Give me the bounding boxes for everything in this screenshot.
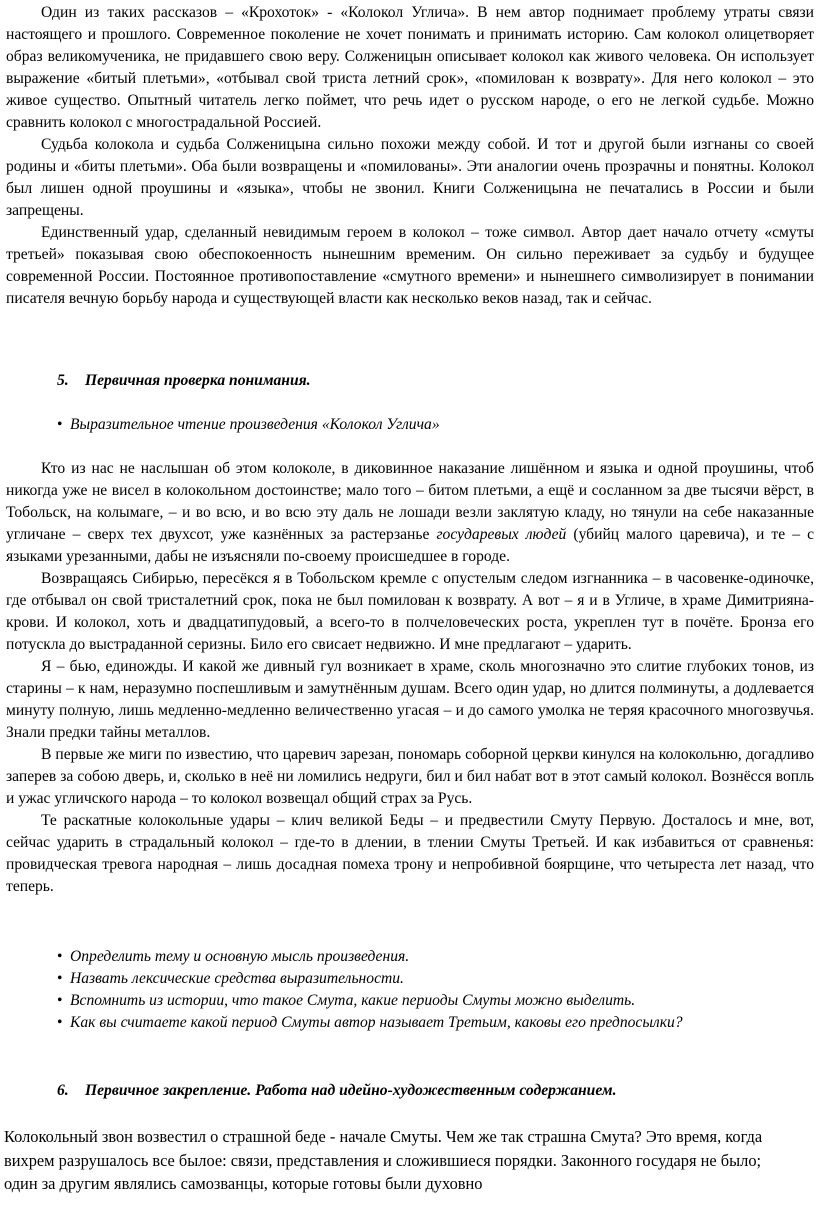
- story-text: [6, 458, 814, 898]
- paragraph: Судьба колокола и судьба Солженицына сильно похожи между собой. И тот и другой были изгнаны со своей родины и «биты плетьми». Оба были возвращены и «помилованы». Эти аналогии очень прозрачны и понятны. Колокол был лишен одной проушины и «языка», чтобы не звонил. Книги Солженицына не печатались в России и были запрещены.: [6, 136, 814, 219]
- section-heading-5: [57, 370, 311, 392]
- paragraph: Те раскатные колокольные удары – клич великой Беды – и предвестили Смуту Первую. Досталось и мне, вот, сейчас ударить в страдальный колокол – где-то в длении, в тлении Смуты Третьей. И как избавиться от сравненья: провидческая тревога народная – лишь досадная помеха трону и непробивной боярщине, что четыреста лет назад, что теперь.: [6, 812, 814, 895]
- section-title: Первичное закрепление. Работа над идейно-художественным содержанием.: [85, 1082, 617, 1099]
- task-list: [57, 946, 683, 1034]
- italic-phrase: государевых людей: [436, 526, 567, 543]
- task-text: Назвать лексические средства выразительности.: [70, 970, 404, 987]
- bullet-text: Выразительное чтение произведения «Колокол Углича»: [70, 416, 440, 433]
- bullet-icon: •: [57, 1014, 63, 1031]
- section-number: 6.: [57, 1082, 69, 1099]
- paragraph: Один из таких рассказов – «Крохоток» - «Колокол Углича». В нем автор поднимает проблему утраты связи настоящего и прошлого. Современное поколение не хочет понимать и принимать историю. Сам колокол олицетворяет образ великомученика, не придавшего свою веру. Солженицын описывает колокол как живого человека. Он использует выражение «битый плетьми», «отбывал свой триста летний срок», «помилован к возврату». Для него колокол – это живое существо. Опытный читатель легко поймет, что речь идет о русском народе, о его не легкой судьбе. Можно сравнить колокол с многострадальной Россией.: [6, 4, 814, 131]
- paragraph: В первые же миги по известию, что царевич зарезан, пономарь соборной церкви кинулся на колокольню, догадливо заперев за собою дверь, и, сколько в неё ни ломились недруги, бил и бил набат вот в этот самый колокол. Вознёсся вопль и ужас угличского народа – то колокол возвещал общий страх за Русь.: [6, 746, 814, 807]
- list-item: [57, 968, 683, 990]
- paragraph: Я – бью, единожды. И какой же дивный гул возникает в храме, сколь многозначно это слитие глубоких тонов, из старины – к нам, неразумно поспешливым и замутнённым душам. Всего один удар, но длится полминуты, а додлевается минуту полную, лишь медленно-медленно величественно угасая – и до самого умолка не теряя красочного многозвучья. Знали предки тайны металлов.: [6, 658, 814, 741]
- section-heading-6: [57, 1080, 616, 1102]
- list-item: [57, 990, 683, 1012]
- section-title: Первичная проверка понимания.: [85, 372, 311, 389]
- task-text: Определить тему и основную мысль произведения.: [70, 948, 410, 965]
- bullet-icon: •: [57, 948, 63, 965]
- task-text: Вспомнить из истории, что такое Смута, какие периоды Смуты можно выделить.: [70, 992, 636, 1009]
- paragraph: Колокольный звон возвестил о страшной беде - начале Смуты. Чем же так страшна Смута? Это время, когда вихрем разрушалось все былое: связи, представления и сложившиеся порядки. Законного государя не было; один за другим являлись самозванцы, которые готовы были духовно: [4, 1127, 763, 1193]
- list-item: [57, 1012, 683, 1034]
- bullet-icon: •: [57, 416, 63, 433]
- task-text: Как вы считаете какой период Смуты автор называет Третьим, каковы его предпосылки?: [70, 1014, 683, 1031]
- section-number: 5.: [57, 372, 69, 389]
- bullet-icon: •: [57, 992, 63, 1009]
- intro-text: [6, 2, 814, 310]
- final-text: [4, 1125, 794, 1196]
- text-run: Кто из нас не наслышан об этом колоколе, в диковинное наказание лишённом и языка и одной проушины, чтоб никогда уже не висел в колокольном достоинстве; мало того – битом плетьми, а ещё и сосланном за две тысячи вёрст, в Тобольск, на колымаге, – и во всю, и во всю эту даль не лошади везли заклятую кладу, но тянули на себе наказанные угличане – сверх тех двухсот, уже казнённых за растерзанье: [6, 460, 814, 543]
- paragraph: [6, 458, 814, 568]
- bullet-icon: •: [57, 970, 63, 987]
- reading-bullet: [57, 414, 440, 436]
- paragraph: Возвращаясь Сибирью, пересёкся я в Тобольском кремле с опустелым следом изгнанника – в часовенке-одиночке, где отбывал он свой тристалетний срок, пока не был помилован к возврату. А вот – я и в Угличе, в храме Димитрияна-крови. И колокол, хоть и двадцатипудовый, а всего-то в полчеловеческих роста, укреплен тут в почёте. Бронза его потускла до выстраданной серизны. Било его свисает недвижно. И мне предлагают – ударить.: [6, 570, 814, 653]
- list-item: [57, 946, 683, 968]
- paragraph: Единственный удар, сделанный невидимым героем в колокол – тоже символ. Автор дает начало отчету «смуты третьей» показывая свою обеспокоенность нынешним временим. Он сильно переживает за судьбу и будущее современной России. Постоянное противопоставление «смутного времени» и нынешнего символизирует в понимании писателя вечную борьбу народа и существующей власти как несколько веков назад, так и сейчас.: [6, 224, 814, 307]
- text-run: (убийц малого царевича), и те – с языками урезанными, дабы не изъясняли по-своему происшедшее в городе.: [6, 526, 814, 565]
